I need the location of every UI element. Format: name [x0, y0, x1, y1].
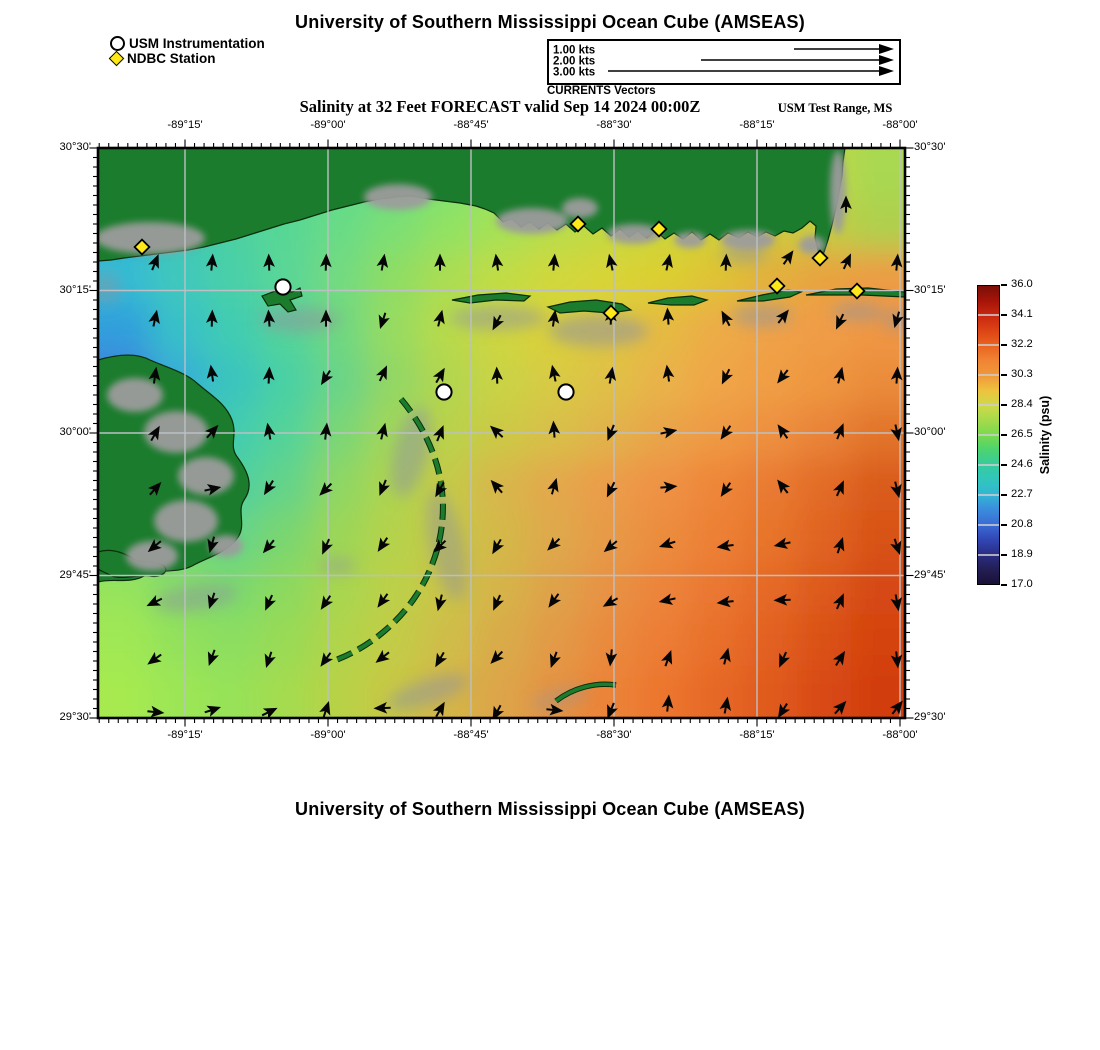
salinity-field-cell	[98, 303, 153, 356]
salinity-field-cell	[367, 96, 422, 149]
lat-axis-label-right: 30°15'	[914, 283, 946, 296]
salinity-field-cell	[905, 510, 960, 563]
salinity-field-cell	[313, 458, 368, 511]
lat-axis-label-right: 30°30'	[914, 141, 946, 153]
salinity-field-cell	[367, 355, 422, 408]
legend-label-ndbc: NDBC Station	[127, 51, 216, 66]
salinity-field-cell	[474, 562, 529, 615]
salinity-field-cell	[905, 718, 960, 771]
salinity-field-cell	[905, 614, 960, 667]
lon-axis-label-bottom: -88°15'	[739, 729, 775, 741]
salinity-field-cell	[313, 251, 368, 304]
salinity-field-cell	[420, 251, 475, 304]
colorbar-tick	[1001, 494, 1007, 495]
lat-axis-label-left: 29°30'	[59, 711, 91, 723]
salinity-field-cell	[151, 718, 206, 771]
usm-instrumentation-marker	[558, 384, 573, 399]
colorbar-gridline	[978, 554, 999, 556]
lon-axis-label-top: -88°15'	[739, 119, 775, 131]
salinity-field-cell	[636, 510, 691, 563]
usm-instrumentation-marker	[436, 384, 451, 399]
colorbar-gridline	[978, 434, 999, 436]
salinity-field-cell	[905, 199, 960, 252]
colorbar-tick-label: 30.3	[1011, 368, 1033, 380]
currents-scale-label: 2.00 kts	[553, 55, 596, 68]
salinity-field-cell	[313, 355, 368, 408]
salinity-field-cell	[420, 614, 475, 667]
salinity-field-cell	[797, 96, 852, 149]
salinity-field-cell	[205, 303, 260, 356]
colorbar-gridline	[978, 404, 999, 406]
salinity-field-cell	[259, 355, 314, 408]
currents-scale-label: 3.00 kts	[553, 66, 596, 78]
salinity-field-cell	[582, 510, 637, 563]
colorbar-tick-label: 24.6	[1011, 458, 1033, 470]
colorbar-tick	[1001, 404, 1007, 405]
colorbar-tick-label: 18.9	[1011, 548, 1033, 560]
salinity-field-cell	[151, 614, 206, 667]
salinity-field-cell	[905, 355, 960, 408]
salinity-field-cell	[743, 355, 798, 408]
salinity-field-cell	[528, 510, 583, 563]
salinity-field-cell	[905, 148, 960, 201]
lon-axis-label-bottom: -88°45'	[453, 729, 489, 741]
salinity-field-cell	[851, 458, 906, 511]
lon-axis-label-bottom: -89°15'	[167, 729, 203, 741]
colorbar-tick-label: 36.0	[1011, 278, 1033, 290]
salinity-field-cell	[151, 303, 206, 356]
salinity-field-cell	[474, 718, 529, 771]
salinity-field-cell	[44, 718, 99, 771]
colorbar-gridline	[978, 494, 999, 496]
salinity-field-cell	[689, 614, 744, 667]
colorbar-label: Salinity (psu)	[1038, 395, 1052, 475]
salinity-field-cell	[689, 718, 744, 771]
salinity-field-cell	[743, 562, 798, 615]
salinity-field-cell	[367, 510, 422, 563]
salinity-field-cell	[636, 355, 691, 408]
colorbar-tick	[1001, 554, 1007, 555]
salinity-field-cell	[743, 458, 798, 511]
lat-axis-label-right: 29°45'	[914, 568, 946, 581]
salinity-field-cell	[636, 614, 691, 667]
colorbar-gridline	[978, 524, 999, 526]
salinity-field-cell	[743, 614, 798, 667]
legend-label-usm: USM Instrumentation	[129, 36, 265, 51]
salinity-field-cell	[797, 666, 852, 719]
salinity-field-cell	[689, 458, 744, 511]
salinity-field-cell	[474, 666, 529, 719]
salinity-field-cell	[98, 718, 153, 771]
colorbar-gridline	[978, 464, 999, 466]
salinity-field-cell	[689, 355, 744, 408]
salinity-field-cell	[44, 251, 99, 304]
footer-title: University of Southern Mississippi Ocean Cube (AMSEAS)	[295, 799, 805, 819]
salinity-field-cell	[528, 96, 583, 149]
currents-scale-label: 1.00 kts	[553, 44, 596, 57]
colorbar-gridline	[978, 314, 999, 316]
lon-axis-label-top: -89°00'	[310, 119, 346, 131]
colorbar-tick	[1001, 584, 1007, 585]
salinity-field-cell	[313, 718, 368, 771]
salinity-field-cell	[582, 458, 637, 511]
salinity-field-cell	[636, 251, 691, 304]
salinity-field-cell	[689, 666, 744, 719]
colorbar-tick-label: 28.4	[1011, 398, 1033, 410]
salinity-field-cell	[420, 718, 475, 771]
salinity-field-cell	[905, 303, 960, 356]
salinity-field-cell	[313, 510, 368, 563]
salinity-field-cell	[689, 562, 744, 615]
lon-axis-label-top: -89°15'	[167, 119, 203, 131]
salinity-field-cell	[44, 303, 99, 356]
salinity-field-cell	[474, 458, 529, 511]
lon-axis-label-bottom: -88°30'	[596, 729, 632, 741]
salinity-field-cell	[582, 718, 637, 771]
salinity-field-cell	[905, 458, 960, 511]
salinity-field-cell	[582, 562, 637, 615]
salinity-field-cell	[205, 718, 260, 771]
colorbar-gridline	[978, 374, 999, 376]
lat-axis-label-right: 29°30'	[914, 711, 946, 723]
lon-axis-label-bottom: -89°00'	[310, 729, 346, 741]
salinity-field-cell	[797, 718, 852, 771]
salinity-field-cell	[689, 510, 744, 563]
salinity-field-cell	[474, 510, 529, 563]
page-title: University of Southern Mississippi Ocean Cube (AMSEAS)	[295, 12, 805, 32]
lat-axis-label-left: 30°00'	[59, 426, 91, 438]
salinity-field-cell	[743, 718, 798, 771]
salinity-field-cell	[528, 562, 583, 615]
salinity-field-cell	[367, 614, 422, 667]
lat-axis-label-right: 30°00'	[914, 426, 946, 438]
colorbar-tick-label: 26.5	[1011, 428, 1033, 440]
salinity-field-cell	[797, 355, 852, 408]
salinity-field-cell	[851, 199, 906, 252]
salinity-field-cell	[259, 718, 314, 771]
lon-axis-label-bottom: -88°00'	[882, 729, 918, 741]
lon-axis-label-top: -88°30'	[596, 119, 632, 131]
colorbar-tick	[1001, 314, 1007, 315]
salinity-field-cell	[367, 251, 422, 304]
salinity-field-cell	[151, 251, 206, 304]
lat-axis-label-left: 30°15'	[59, 283, 91, 296]
lat-axis-label-left: 29°45'	[59, 568, 91, 581]
salinity-field-cell	[98, 666, 153, 719]
colorbar-tick-label: 17.0	[1011, 578, 1033, 590]
colorbar-tick	[1001, 284, 1007, 285]
salinity-field-cell	[44, 355, 99, 408]
colorbar-tick-label: 32.2	[1011, 338, 1033, 350]
salinity-field-cell	[44, 199, 99, 252]
salinity-field-cell	[259, 510, 314, 563]
lat-axis-label-left: 30°30'	[59, 141, 91, 153]
forecast-subtitle: Salinity at 32 Feet FORECAST valid Sep 14 2024 00:00Z	[299, 97, 701, 116]
salinity-field-cell	[44, 614, 99, 667]
salinity-field-cell	[44, 148, 99, 201]
colorbar-tick	[1001, 524, 1007, 525]
salinity-field-cell	[367, 303, 422, 356]
salinity-field-cell	[851, 510, 906, 563]
salinity-field-cell	[98, 614, 153, 667]
region-label: USM Test Range, MS	[777, 101, 893, 115]
salinity-field-cell	[367, 562, 422, 615]
salinity-field-cell	[797, 510, 852, 563]
colorbar-tick	[1001, 464, 1007, 465]
lon-axis-label-top: -88°00'	[882, 119, 918, 131]
salinity-field-cell	[851, 148, 906, 201]
salinity-field-cell	[44, 458, 99, 511]
salinity-field-cell	[98, 96, 153, 149]
salinity-field-cell	[474, 355, 529, 408]
colorbar-tick	[1001, 344, 1007, 345]
salinity-field-cell	[636, 458, 691, 511]
lon-axis-label-top: -88°45'	[453, 119, 489, 131]
salinity-field-cell	[636, 562, 691, 615]
salinity-field-cell	[367, 718, 422, 771]
salinity-field-cell	[528, 718, 583, 771]
usm-instrumentation-marker	[275, 279, 290, 294]
salinity-field-cell	[905, 251, 960, 304]
colorbar-tick	[1001, 374, 1007, 375]
colorbar-tick-label: 22.7	[1011, 488, 1033, 500]
colorbar-tick-label: 34.1	[1011, 308, 1033, 320]
salinity-field-cell	[44, 510, 99, 563]
colorbar-tick-label: 20.8	[1011, 518, 1033, 530]
salinity-field-cell	[743, 666, 798, 719]
salinity-field-cell	[636, 666, 691, 719]
salinity-field-cell	[743, 510, 798, 563]
colorbar-tick	[1001, 434, 1007, 435]
colorbar-gridline	[978, 344, 999, 346]
currents-caption: CURRENTS Vectors	[547, 85, 656, 97]
salinity-field-cell	[851, 718, 906, 771]
salinity-field-cell	[636, 718, 691, 771]
salinity-field-cell	[420, 199, 475, 252]
